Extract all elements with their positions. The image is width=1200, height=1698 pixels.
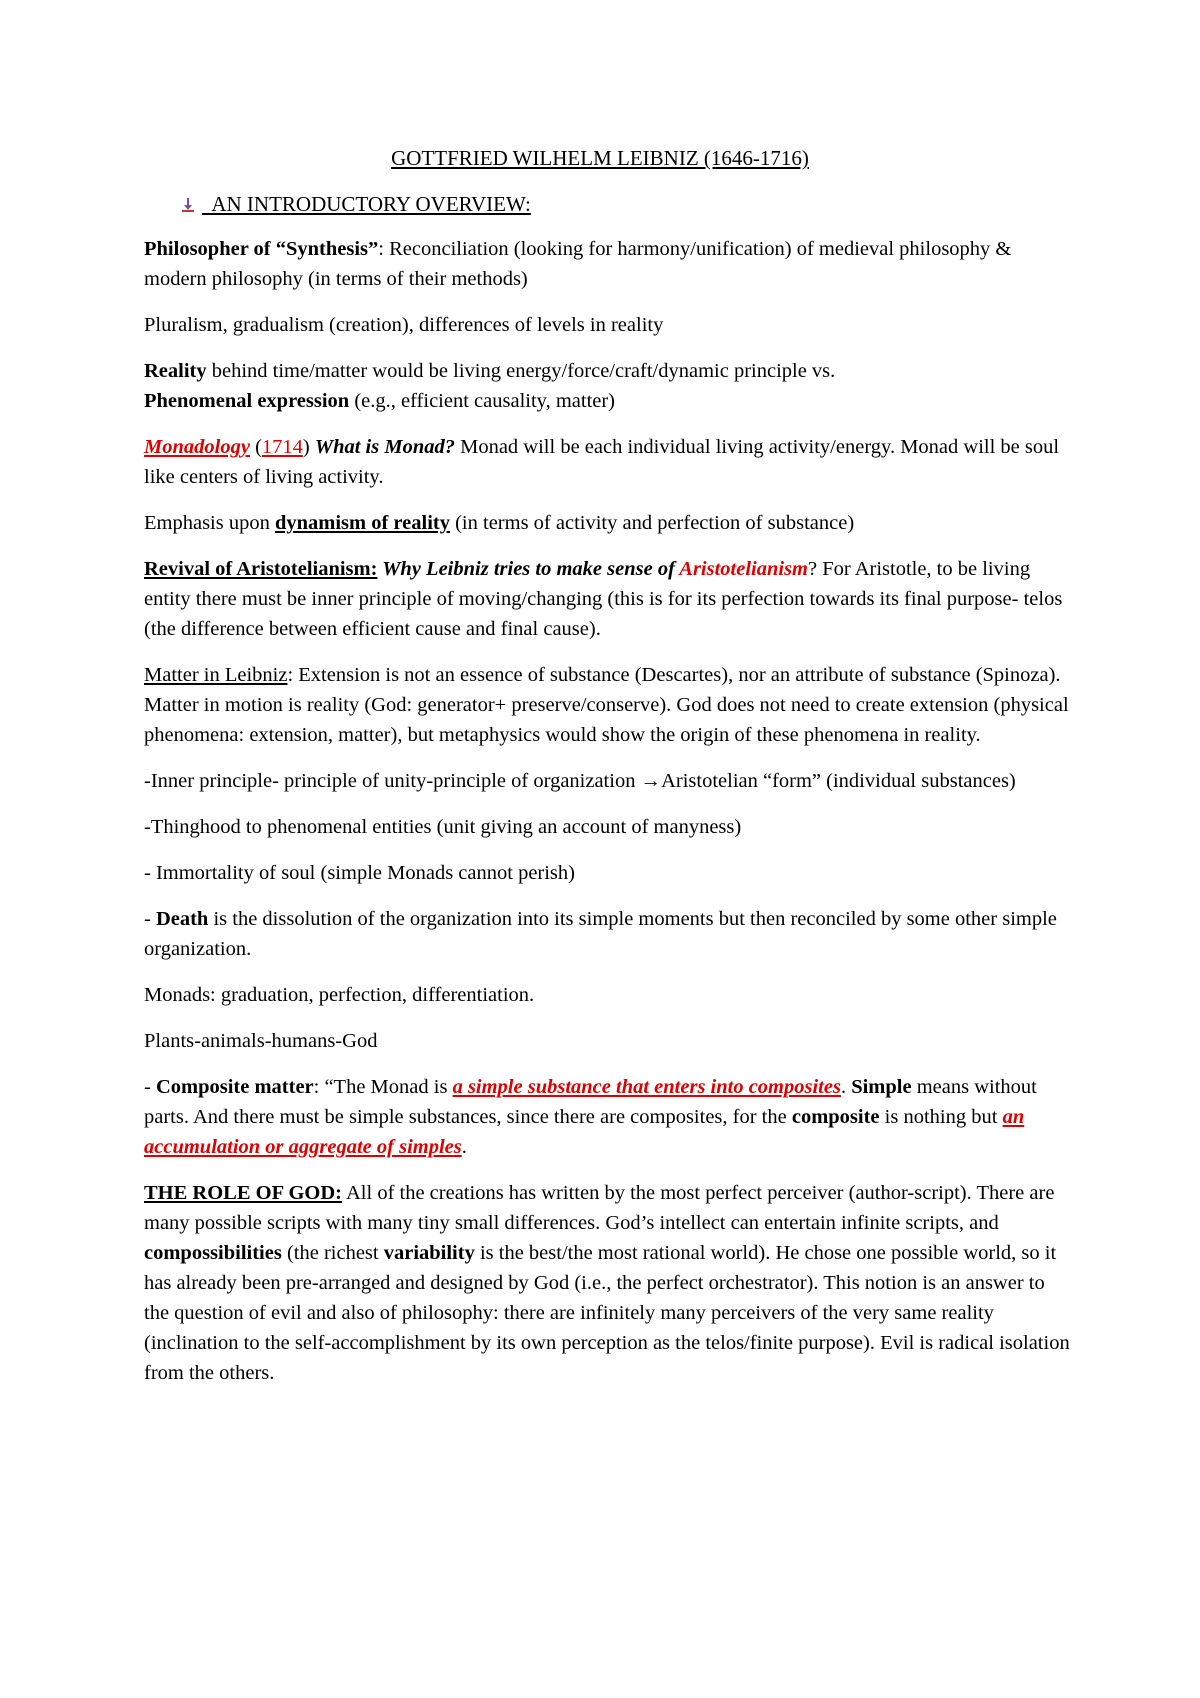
paragraph-synthesis [144, 234, 1072, 294]
term-reality: Reality [144, 360, 207, 382]
section-subheading [182, 192, 531, 217]
paragraph-reality [144, 356, 1072, 416]
paragraph-text: (in terms of activity and perfection of substance) [449, 512, 855, 534]
paragraph-text: (e.g., efficient causality, matter) [349, 390, 616, 412]
term-compossibilities: compossibilities [144, 1242, 282, 1264]
paragraph-monads: Monads: graduation, perfection, differentiation. [144, 984, 535, 1006]
arrow-bullet-icon [182, 198, 194, 212]
paragraph-monadology [144, 432, 1072, 492]
paragraph-dynamism [144, 508, 1072, 538]
quote-simple-substance: a simple substance that enters into composites [452, 1076, 841, 1098]
term-death: Death [155, 908, 209, 930]
term-role-of-god: THE ROLE OF GOD: [144, 1182, 342, 1204]
paragraph-composite [144, 1072, 1072, 1162]
paragraph-text: Emphasis upon [144, 512, 275, 534]
paragraph-text: is the best/the most rational world). He chose one possible world, so it has already been pre-arranged and designed by God (i.e., the perfect orchestrator). This notion is an answer to the question of evil and also of philosophy: there are infinitely many perceivers of the very same reality (inclination to the self-accomplishment by its own perception as the telos/finite purpose). Evil is radical isolation from the others. [144, 1242, 1070, 1384]
paragraph-hierarchy: Plants-animals-humans-God [144, 1030, 378, 1052]
paragraph-immortality: - Immortality of soul (simple Monads cannot perish) [144, 862, 575, 884]
term-composite-matter: Composite matter [155, 1076, 314, 1098]
paragraph-death [144, 904, 1072, 964]
paragraph-text: ) [302, 436, 315, 458]
paragraph-aristotelianism [144, 554, 1072, 644]
term-dynamism: dynamism of reality [274, 512, 450, 534]
monadology-link[interactable]: Monadology [144, 436, 250, 458]
term-synthesis: Philosopher of “Synthesis” [144, 238, 379, 260]
year-link[interactable]: 1714 [261, 436, 303, 458]
paragraph-role-of-god [144, 1178, 1072, 1388]
question-what-is-monad: What is Monad? [314, 436, 455, 458]
right-arrow-icon: → [640, 770, 662, 792]
document-body [144, 234, 1072, 1404]
paragraph-text: : “The Monad is [313, 1076, 453, 1098]
paragraph-text: ? For Aristotle, to be living entity there must be inner principle of moving/changing (this is for its perfection towards its final purpose- telos (the difference between efficient cause and final cause). [144, 558, 1063, 640]
term-composite: composite [791, 1106, 880, 1128]
paragraph-matter [144, 660, 1072, 750]
term-phenomenal-expression: Phenomenal expression [144, 390, 350, 412]
paragraph-text: Aristotelian “form” (individual substances) [661, 770, 1016, 792]
term-revival: Revival of Aristotelianism: [144, 558, 378, 580]
term-variability: variability [383, 1242, 475, 1264]
paragraph-text: ( [249, 436, 262, 458]
quote-accumulation: an accumulation or aggregate of simples [144, 1106, 1025, 1158]
term-matter-in-leibniz: Matter in Leibniz [144, 664, 288, 686]
paragraph-text: : Reconciliation (looking for harmony/unification) of medieval philosophy & modern philosophy (in terms of their methods) [144, 238, 1012, 290]
question-leibniz: Why Leibniz tries to make sense of [377, 558, 680, 580]
paragraph-text: . [461, 1136, 467, 1158]
document-title: GOTTFRIED WILHELM LEIBNIZ (1646-1716) [391, 146, 809, 170]
paragraph-pluralism: Pluralism, gradualism (creation), differences of levels in reality [144, 314, 664, 336]
paragraph-text: (the richest [281, 1242, 384, 1264]
paragraph-text: - [144, 908, 156, 930]
paragraph-text: : Extension is not an essence of substance (Descartes), nor an attribute of substance (Spinoza). Matter in motion is reality (God: generator+ preserve/conserve). God does not need to create extension (physical phenomena: extension, matter), but metaphysics would show the origin of these phenomena in reality. [144, 664, 1069, 746]
paragraph-text: . [840, 1076, 852, 1098]
term-aristotelianism-red: Aristotelianism [679, 558, 808, 580]
paragraph-text: means without parts. And there must be simple substances, since there are composites, for the [144, 1076, 1037, 1128]
paragraph-inner-principle [144, 766, 1072, 796]
paragraph-text: All of the creations has written by the most perfect perceiver (author-script). There are many possible scripts with many tiny small differences. God’s intellect can entertain infinite scripts, and [144, 1182, 1055, 1234]
term-simple: Simple [851, 1076, 912, 1098]
paragraph-text: -Inner principle- principle of unity-principle of organization [144, 770, 641, 792]
paragraph-text: behind time/matter would be living energy/force/craft/dynamic principle vs. [206, 360, 836, 382]
paragraph-text: - [144, 1076, 156, 1098]
paragraph-text: Monad will be each individual living activity/energy. Monad will be soul like centers of living activity. [144, 436, 1060, 488]
paragraph-text: is the dissolution of the organization into its simple moments but then reconciled by some other simple organization. [144, 908, 1057, 960]
paragraph-text: is nothing but [879, 1106, 1003, 1128]
paragraph-thinghood: -Thinghood to phenomenal entities (unit giving an account of manyness) [144, 816, 742, 838]
subheading-text: AN INTRODUCTORY OVERVIEW: [202, 192, 531, 216]
